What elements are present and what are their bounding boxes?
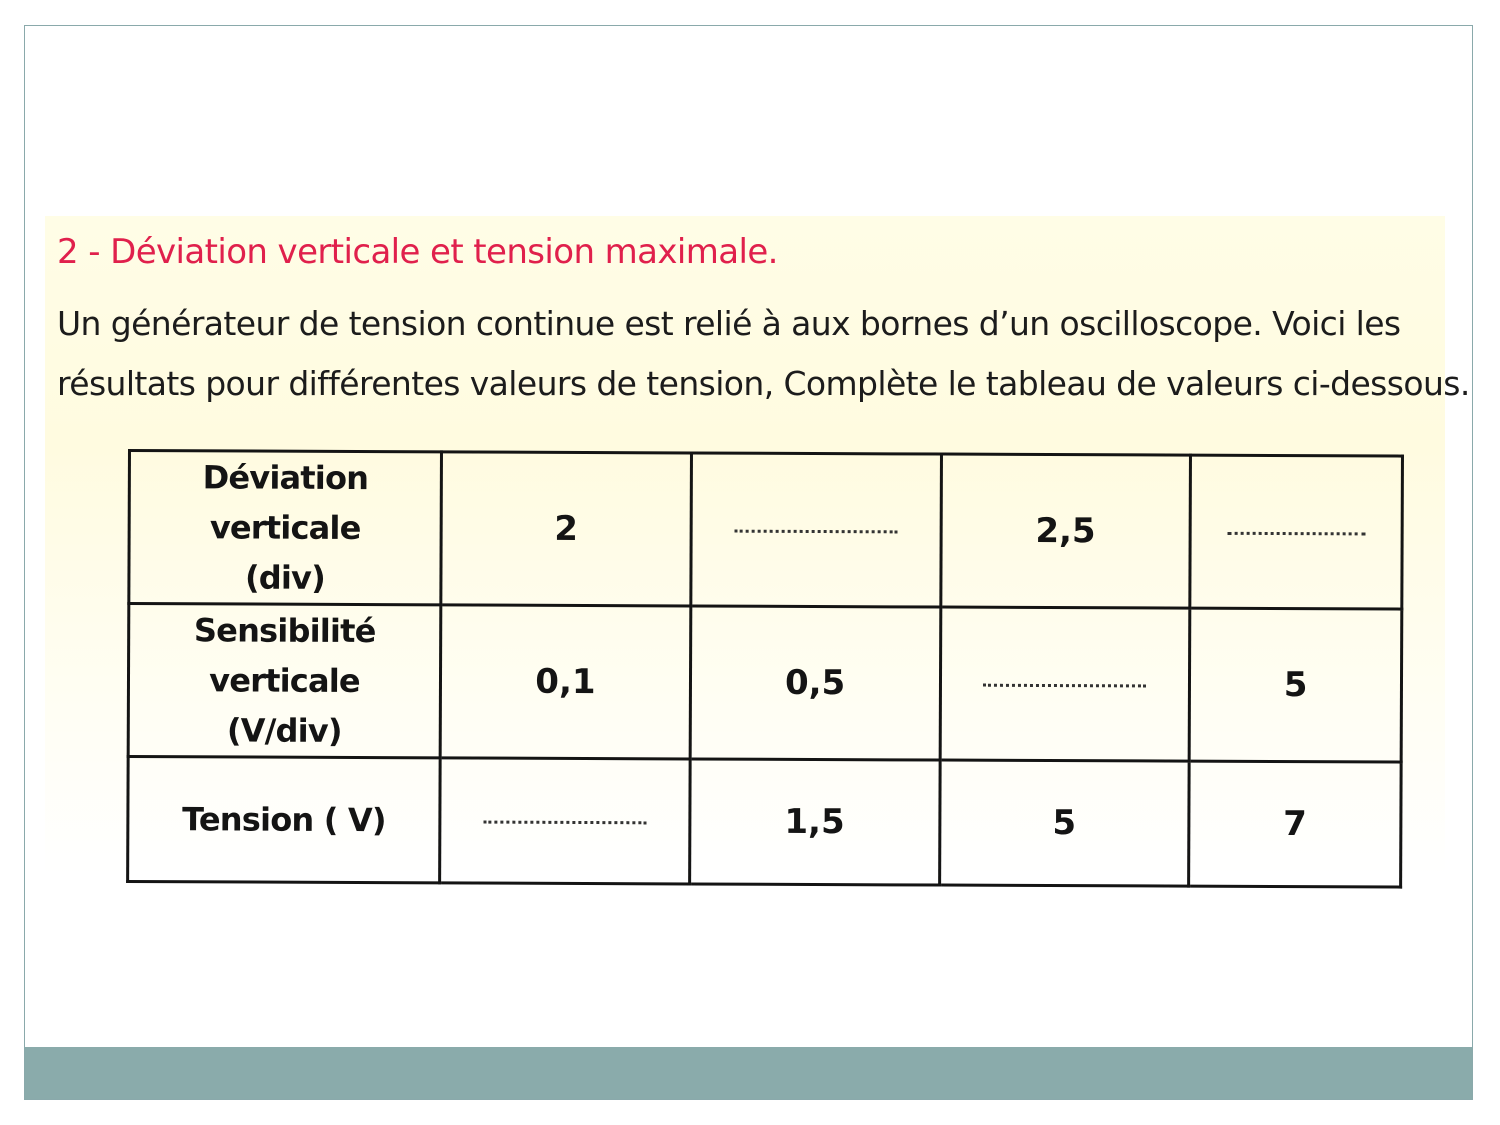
table-cell-blank[interactable] xyxy=(940,607,1190,761)
row-header-sensitivity xyxy=(128,604,441,758)
row-header-voltage xyxy=(128,757,441,883)
table-cell-blank[interactable] xyxy=(691,453,941,607)
table-cell: 5 xyxy=(939,760,1189,886)
table-cell: 0,5 xyxy=(690,606,940,760)
footer-bar xyxy=(25,1047,1472,1099)
table-cell: 2 xyxy=(441,452,691,606)
table-row-deviation xyxy=(129,451,1403,610)
instructions-line-2: résultats pour différentes valeurs de tension, Complète le tableau de valeurs ci-dessous. xyxy=(57,364,1470,403)
exercise-instructions xyxy=(57,294,1470,414)
row-header-label: Sensibilité verticale xyxy=(193,611,376,701)
table-cell-blank[interactable] xyxy=(440,758,690,884)
table-cell: 2,5 xyxy=(940,454,1190,608)
row-header-label: Tension ( V) xyxy=(182,800,386,840)
table-row-voltage xyxy=(128,757,1402,888)
table-cell-blank[interactable] xyxy=(1190,455,1402,609)
table-cell: 7 xyxy=(1189,761,1401,887)
instructions-line-1: Un générateur de tension continue est relié à aux bornes d’un oscilloscope. Voici les xyxy=(57,304,1401,343)
slide xyxy=(24,25,1473,1100)
values-table xyxy=(126,449,1404,889)
fill-in-blank[interactable] xyxy=(1227,532,1365,536)
row-header-deviation xyxy=(129,451,442,605)
fill-in-blank[interactable] xyxy=(983,684,1146,688)
row-header-label: Déviation verticale xyxy=(202,458,369,548)
table-cell: 1,5 xyxy=(689,759,939,885)
table-cell: 0,1 xyxy=(440,605,690,759)
fill-in-blank[interactable] xyxy=(734,530,897,534)
table-cell: 5 xyxy=(1189,608,1401,762)
row-header-unit: (V/div) xyxy=(226,711,342,750)
fill-in-blank[interactable] xyxy=(483,821,646,825)
table-row-sensitivity xyxy=(128,604,1402,763)
row-header-unit: (div) xyxy=(244,558,326,597)
exercise-heading: 2 - Déviation verticale et tension maximale. xyxy=(57,232,778,272)
